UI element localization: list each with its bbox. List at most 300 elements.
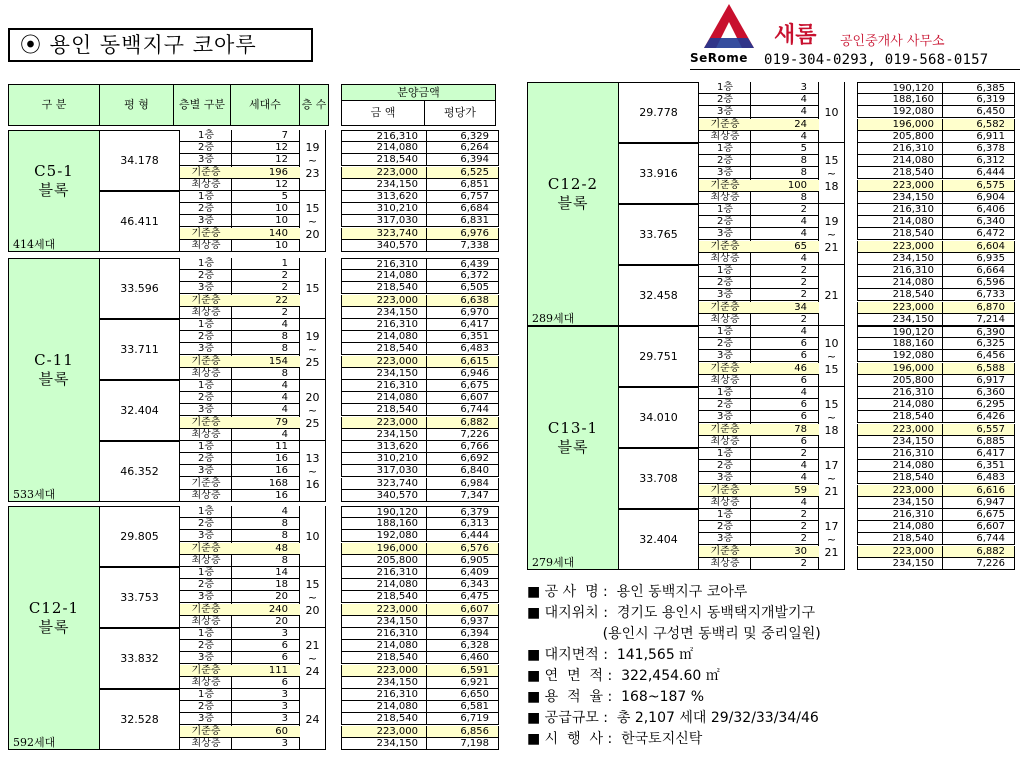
story-value: 19 xyxy=(305,140,320,154)
price-per-pyeong: 6,394 xyxy=(460,154,489,166)
table-row xyxy=(619,472,819,484)
unit-count: 3 xyxy=(232,628,300,640)
story-value: ~ xyxy=(826,166,837,180)
story-value: ~ xyxy=(826,410,837,424)
table-row xyxy=(100,652,300,664)
price-row xyxy=(857,94,1015,106)
unit-count: 6 xyxy=(751,399,819,411)
story-value: ~ xyxy=(307,651,318,665)
table-row xyxy=(100,240,300,252)
price-amount: 310,210 xyxy=(342,203,427,214)
story-value: 25 xyxy=(305,416,320,430)
price-row xyxy=(857,387,1015,399)
floor-label: 기준층 xyxy=(180,726,232,738)
unit-count: 8 xyxy=(232,368,300,380)
table-row xyxy=(619,387,819,399)
story-range xyxy=(819,143,845,204)
table-row xyxy=(100,567,300,579)
price-amount: 216,310 xyxy=(858,143,943,154)
price-row xyxy=(341,167,499,179)
price-per-pyeong: 6,360 xyxy=(976,387,1005,398)
table-row xyxy=(100,628,300,640)
price-amount: 340,570 xyxy=(342,490,427,501)
floor-label: 최상층 xyxy=(699,375,751,387)
price-per-pyeong: 6,588 xyxy=(976,362,1005,374)
unit-area: 33.711 xyxy=(100,319,180,380)
brand-phone: 019-304-0293, 019-568-0157 xyxy=(764,52,989,68)
table-row xyxy=(619,82,819,94)
price-row xyxy=(857,167,1015,179)
block-household-count: 592세대 xyxy=(13,736,56,749)
serome-logo-icon xyxy=(702,2,756,50)
price-amount: 218,540 xyxy=(858,533,943,544)
table-row xyxy=(619,106,819,118)
table-row xyxy=(619,192,819,204)
price-per-pyeong: 6,295 xyxy=(976,399,1005,411)
story-value: ~ xyxy=(307,342,318,356)
price-amount: 188,160 xyxy=(858,94,943,105)
price-per-pyeong: 7,226 xyxy=(460,428,489,440)
table-row xyxy=(100,142,300,154)
table-row xyxy=(619,289,819,301)
table-row xyxy=(619,363,819,375)
table-row xyxy=(619,326,819,338)
unit-count: 100 xyxy=(751,180,819,192)
unit-group xyxy=(100,380,340,441)
story-range xyxy=(819,448,845,509)
unit-count: 6 xyxy=(232,640,300,652)
block-table xyxy=(8,258,489,502)
table-row xyxy=(100,579,300,591)
block-name: C5-1 블록 xyxy=(34,162,74,199)
price-row xyxy=(341,319,499,331)
story-value: 24 xyxy=(305,712,320,726)
unit-count: 6 xyxy=(751,436,819,448)
price-per-pyeong: 6,921 xyxy=(460,676,489,688)
price-per-pyeong: 6,935 xyxy=(976,252,1005,264)
price-row xyxy=(857,228,1015,240)
table-row xyxy=(100,677,300,689)
price-amount: 234,150 xyxy=(858,436,943,447)
unit-count: 65 xyxy=(751,241,819,253)
price-per-pyeong: 6,343 xyxy=(460,579,489,591)
price-row xyxy=(341,518,499,530)
floor-label: 최상층 xyxy=(699,314,751,326)
price-amount: 216,310 xyxy=(858,265,943,276)
price-row xyxy=(341,392,499,404)
price-row xyxy=(341,689,499,701)
price-row xyxy=(341,203,499,215)
table-row xyxy=(100,380,300,392)
floor-label: 최상층 xyxy=(180,555,232,567)
table-row xyxy=(100,167,300,179)
floor-label: 3층 xyxy=(699,106,751,118)
price-amount: 234,150 xyxy=(342,616,427,627)
price-amount: 216,310 xyxy=(858,509,943,520)
price-row xyxy=(857,216,1015,228)
table-row xyxy=(100,478,300,490)
price-row xyxy=(857,119,1015,131)
story-value: 17 xyxy=(824,458,839,472)
price-amount: 190,120 xyxy=(858,83,943,93)
price-per-pyeong: 6,607 xyxy=(976,521,1005,533)
price-amount: 234,150 xyxy=(342,429,427,440)
table-row xyxy=(100,543,300,555)
price-amount: 190,120 xyxy=(858,327,943,337)
price-per-pyeong: 6,439 xyxy=(460,259,489,270)
story-range xyxy=(300,567,326,628)
price-row xyxy=(341,331,499,343)
unit-count: 6 xyxy=(751,411,819,423)
unit-count: 14 xyxy=(232,567,300,579)
story-value: 20 xyxy=(305,390,320,404)
table-row xyxy=(619,460,819,472)
floor-label: 최상층 xyxy=(180,738,232,750)
floor-label: 3층 xyxy=(699,167,751,179)
price-amount: 218,540 xyxy=(342,652,427,663)
unit-count: 8 xyxy=(232,530,300,542)
unit-area: 33.596 xyxy=(100,258,180,319)
unit-group xyxy=(100,130,340,191)
unit-count: 2 xyxy=(751,533,819,545)
unit-count: 10 xyxy=(232,215,300,227)
table-row xyxy=(100,640,300,652)
price-row xyxy=(857,180,1015,192)
price-per-pyeong: 7,214 xyxy=(976,313,1005,325)
story-value: ~ xyxy=(826,349,837,363)
price-per-pyeong: 6,984 xyxy=(460,477,489,489)
floor-label: 기준층 xyxy=(699,424,751,436)
price-per-pyeong: 6,591 xyxy=(460,664,489,676)
price-amount: 214,080 xyxy=(858,399,943,410)
unit-count: 4 xyxy=(751,460,819,472)
floor-label: 1층 xyxy=(699,265,751,277)
price-per-pyeong: 7,338 xyxy=(460,239,489,251)
table-row xyxy=(619,204,819,216)
floor-label: 2층 xyxy=(180,392,232,404)
price-amount: 218,540 xyxy=(342,343,427,354)
price-amount: 223,000 xyxy=(342,604,427,615)
price-amount: 234,150 xyxy=(858,497,943,508)
info-line: (용인시 구성면 동백리 및 중리일원) xyxy=(527,626,821,642)
price-amount: 216,310 xyxy=(342,380,427,391)
unit-count: 12 xyxy=(232,179,300,191)
price-row xyxy=(341,640,499,652)
unit-group xyxy=(619,387,859,448)
floor-label: 3층 xyxy=(180,215,232,227)
price-per-pyeong: 6,719 xyxy=(460,713,489,725)
price-per-pyeong: 6,947 xyxy=(976,496,1005,508)
story-value: 15 xyxy=(824,153,839,167)
unit-area: 33.916 xyxy=(619,143,699,204)
price-row xyxy=(341,258,499,270)
price-row xyxy=(857,314,1015,326)
price-amount: 205,800 xyxy=(858,131,943,142)
price-amount: 223,000 xyxy=(342,356,427,367)
unit-area: 29.778 xyxy=(619,82,699,143)
price-row xyxy=(341,356,499,368)
story-range xyxy=(819,204,845,265)
price-amount: 223,000 xyxy=(858,424,943,435)
table-row xyxy=(100,616,300,628)
price-amount: 223,000 xyxy=(858,485,943,496)
price-amount: 223,000 xyxy=(342,665,427,676)
price-amount: 196,000 xyxy=(342,543,427,554)
price-row xyxy=(857,509,1015,521)
floor-label: 3층 xyxy=(180,713,232,725)
price-amount: 214,080 xyxy=(858,460,943,471)
price-amount: 192,080 xyxy=(342,530,427,541)
table-row xyxy=(619,350,819,362)
page-title: ⦿ 용인 동백지구 코아루 xyxy=(8,28,313,62)
unit-count: 4 xyxy=(751,326,819,338)
story-value: ~ xyxy=(307,214,318,228)
price-per-pyeong: 6,472 xyxy=(976,228,1005,240)
story-value: 25 xyxy=(305,355,320,369)
story-range xyxy=(300,130,326,191)
table-row xyxy=(100,282,300,294)
story-value: 15 xyxy=(305,201,320,215)
floor-label: 1층 xyxy=(180,506,232,518)
price-amount: 216,310 xyxy=(342,131,427,141)
floor-label: 3층 xyxy=(180,591,232,603)
unit-count: 6 xyxy=(232,652,300,664)
unit-count: 4 xyxy=(751,216,819,228)
price-amount: 218,540 xyxy=(858,228,943,239)
price-row xyxy=(857,289,1015,301)
floor-label: 1층 xyxy=(180,567,232,579)
price-amount: 223,000 xyxy=(858,241,943,252)
price-per-pyeong: 6,733 xyxy=(976,289,1005,301)
price-row xyxy=(341,215,499,227)
table-row xyxy=(619,94,819,106)
price-amount: 218,540 xyxy=(342,154,427,165)
table-row xyxy=(619,338,819,350)
table-row xyxy=(619,131,819,143)
table-row xyxy=(619,216,819,228)
price-row xyxy=(341,530,499,542)
floor-label: 2층 xyxy=(180,518,232,530)
price-per-pyeong: 6,319 xyxy=(976,94,1005,106)
header-pyeong-type: 평 형 xyxy=(99,84,174,126)
unit-group xyxy=(619,326,859,387)
unit-count: 2 xyxy=(751,289,819,301)
unit-group xyxy=(100,191,340,252)
story-value: 10 xyxy=(824,105,839,119)
price-per-pyeong: 6,744 xyxy=(460,404,489,416)
floor-label: 2층 xyxy=(699,338,751,350)
unit-count: 2 xyxy=(751,509,819,521)
table-row xyxy=(619,424,819,436)
floor-label: 최상층 xyxy=(180,490,232,502)
unit-area: 33.708 xyxy=(619,448,699,509)
price-row xyxy=(341,677,499,689)
floor-label: 최상층 xyxy=(699,253,751,265)
unit-count: 16 xyxy=(232,453,300,465)
info-line: ■ 연 면 적 : 322,454.60 ㎡ xyxy=(527,668,720,684)
unit-area: 46.352 xyxy=(100,441,180,502)
table-row xyxy=(100,215,300,227)
floor-label: 2층 xyxy=(180,640,232,652)
unit-count: 4 xyxy=(751,387,819,399)
unit-count: 4 xyxy=(232,392,300,404)
header-per-pyeong: 평당가 xyxy=(424,100,496,126)
unit-group xyxy=(100,506,340,567)
block-name: C13-1 블록 xyxy=(547,419,599,456)
price-row xyxy=(857,485,1015,497)
price-amount: 216,310 xyxy=(858,448,943,459)
table-row xyxy=(100,738,300,750)
price-amount: 234,150 xyxy=(858,314,943,325)
unit-group xyxy=(100,441,340,502)
price-row xyxy=(341,726,499,738)
unit-group xyxy=(619,265,859,326)
table-row xyxy=(100,591,300,603)
unit-count: 8 xyxy=(232,331,300,343)
price-row xyxy=(857,411,1015,423)
table-row xyxy=(100,191,300,203)
floor-label: 3층 xyxy=(180,282,232,294)
floor-label: 기준층 xyxy=(180,356,232,368)
price-row xyxy=(857,106,1015,118)
price-per-pyeong: 6,607 xyxy=(460,603,489,615)
block-household-count: 279세대 xyxy=(532,556,575,569)
story-value: 20 xyxy=(305,603,320,617)
price-row xyxy=(341,543,499,555)
floor-label: 3층 xyxy=(699,411,751,423)
price-amount: 216,310 xyxy=(342,567,427,578)
price-row xyxy=(341,343,499,355)
story-range xyxy=(819,82,845,143)
unit-count: 8 xyxy=(751,155,819,167)
unit-count: 2 xyxy=(232,307,300,319)
price-per-pyeong: 6,885 xyxy=(976,435,1005,447)
floor-label: 기준층 xyxy=(180,228,232,240)
brand-office: 공인중개사 사무소 xyxy=(840,34,945,49)
price-per-pyeong: 6,615 xyxy=(460,355,489,367)
table-row xyxy=(100,307,300,319)
price-per-pyeong: 6,351 xyxy=(976,460,1005,472)
floor-label: 2층 xyxy=(699,277,751,289)
price-amount: 234,150 xyxy=(342,368,427,379)
price-amount: 216,310 xyxy=(858,204,943,215)
floor-label: 1층 xyxy=(699,204,751,216)
price-per-pyeong: 6,505 xyxy=(460,282,489,294)
price-amount: 218,540 xyxy=(342,713,427,724)
unit-group xyxy=(619,143,859,204)
story-range xyxy=(819,509,845,570)
story-value: 21 xyxy=(305,638,320,652)
price-row xyxy=(341,465,499,477)
header-stories: 층 수 xyxy=(299,84,329,126)
table-row xyxy=(100,343,300,355)
floor-label: 기준층 xyxy=(180,167,232,179)
floor-label: 기준층 xyxy=(699,546,751,558)
price-row xyxy=(857,448,1015,460)
floor-label: 3층 xyxy=(180,530,232,542)
price-row xyxy=(857,265,1015,277)
floor-label: 3층 xyxy=(180,404,232,416)
price-per-pyeong: 6,904 xyxy=(976,191,1005,203)
unit-count: 2 xyxy=(751,558,819,570)
header-division: 구 분 xyxy=(8,84,100,126)
story-range xyxy=(819,326,845,387)
unit-count: 3 xyxy=(751,82,819,94)
unit-count: 168 xyxy=(232,478,300,490)
price-row xyxy=(341,665,499,677)
price-amount: 216,310 xyxy=(342,689,427,700)
unit-area: 29.805 xyxy=(100,506,180,567)
price-row xyxy=(341,228,499,240)
price-per-pyeong: 6,475 xyxy=(460,591,489,603)
floor-label: 최상층 xyxy=(180,307,232,319)
floor-label: 기준층 xyxy=(699,241,751,253)
floor-label: 1층 xyxy=(699,326,751,338)
unit-count: 10 xyxy=(232,240,300,252)
table-row xyxy=(619,521,819,533)
story-value: ~ xyxy=(307,403,318,417)
price-per-pyeong: 6,976 xyxy=(460,227,489,239)
price-amount: 216,310 xyxy=(858,387,943,398)
unit-count: 4 xyxy=(232,429,300,441)
price-per-pyeong: 6,917 xyxy=(976,374,1005,386)
price-row xyxy=(341,130,499,142)
price-per-pyeong: 6,831 xyxy=(460,215,489,227)
unit-count: 20 xyxy=(232,616,300,628)
price-row xyxy=(857,253,1015,265)
story-value: 24 xyxy=(305,664,320,678)
price-row xyxy=(341,701,499,713)
price-amount: 234,150 xyxy=(342,738,427,749)
story-range xyxy=(300,191,326,252)
price-row xyxy=(341,191,499,203)
floor-label: 1층 xyxy=(699,448,751,460)
price-amount: 313,620 xyxy=(342,191,427,202)
unit-count: 2 xyxy=(751,265,819,277)
project-info xyxy=(527,582,821,750)
price-row xyxy=(341,307,499,319)
table-row xyxy=(619,509,819,521)
unit-count: 8 xyxy=(232,518,300,530)
price-row xyxy=(341,270,499,282)
unit-count: 30 xyxy=(751,546,819,558)
table-row xyxy=(100,713,300,725)
price-amount: 214,080 xyxy=(342,640,427,651)
unit-count: 2 xyxy=(232,282,300,294)
floor-label: 2층 xyxy=(180,142,232,154)
block-name: C12-2 블록 xyxy=(547,175,599,212)
price-amount: 216,310 xyxy=(342,319,427,330)
price-per-pyeong: 6,444 xyxy=(976,167,1005,179)
unit-count: 6 xyxy=(232,677,300,689)
table-row xyxy=(100,179,300,191)
unit-count: 8 xyxy=(232,555,300,567)
table-row xyxy=(619,399,819,411)
price-per-pyeong: 6,870 xyxy=(976,301,1005,313)
unit-count: 111 xyxy=(232,665,300,677)
floor-label: 기준층 xyxy=(180,478,232,490)
floor-label: 2층 xyxy=(180,270,232,282)
price-per-pyeong: 6,582 xyxy=(976,118,1005,130)
floor-label: 2층 xyxy=(180,701,232,713)
table-row xyxy=(100,203,300,215)
block-household-count: 289세대 xyxy=(532,312,575,325)
unit-count: 3 xyxy=(232,713,300,725)
story-value: 19 xyxy=(305,329,320,343)
story-value: ~ xyxy=(307,590,318,604)
price-per-pyeong: 6,607 xyxy=(460,392,489,404)
price-row xyxy=(341,295,499,307)
